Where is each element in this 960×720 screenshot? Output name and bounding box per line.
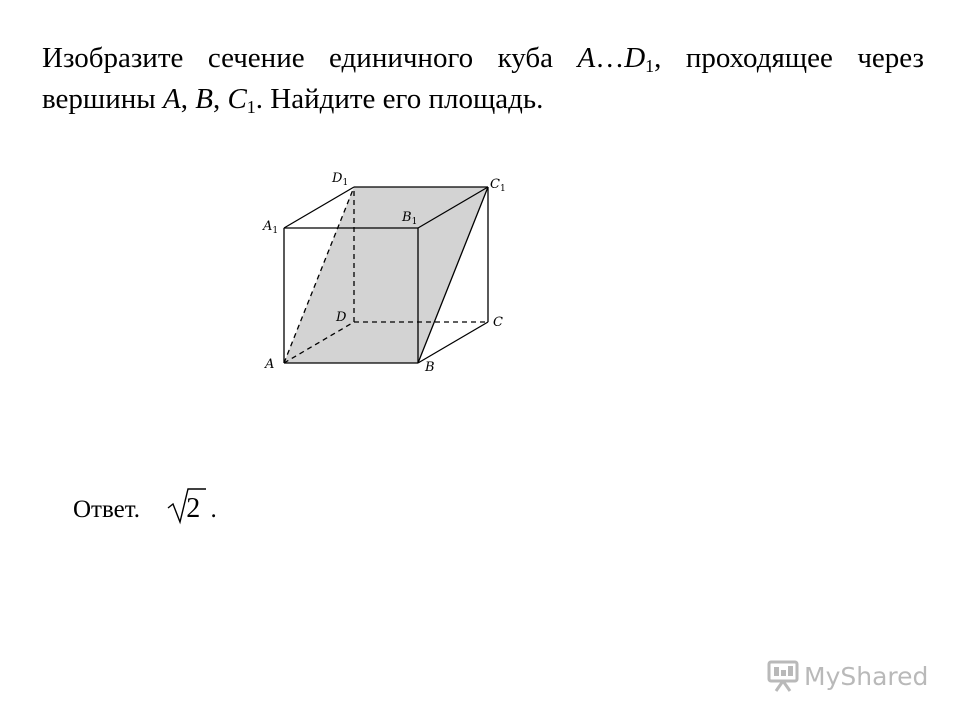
vertex-label-d1: $D_1$ (332, 171, 349, 188)
vertex-symbol: A (163, 83, 181, 115)
separator: , (180, 83, 196, 115)
vertex-symbol: A (577, 42, 596, 74)
answer-trailing: . (210, 496, 217, 523)
cross-section-polygon (284, 187, 488, 363)
vertex-label-d: D (336, 310, 347, 325)
vertex-label-b1: $B_1$ (402, 210, 418, 227)
vertex-label-c: C (493, 315, 503, 330)
watermark-text: MyShared (804, 661, 929, 691)
watermark (766, 656, 928, 696)
answer-label: Ответ. (73, 496, 141, 523)
vertex-label-c1: $C_1$ (490, 177, 506, 194)
separator: , (212, 83, 228, 115)
problem-statement (42, 38, 924, 120)
problem-text-part: . Найдите его площадь. (255, 83, 544, 115)
presentation-board-icon (766, 660, 800, 692)
vertex-label-a: A (265, 357, 275, 372)
answer-line (73, 486, 217, 532)
vertex-subscript: 1 (246, 97, 256, 118)
vertex-subscript: 1 (645, 56, 655, 77)
vertex-symbol: B (195, 83, 213, 115)
vertex-symbol: C (227, 83, 247, 115)
answer-value: 2 (186, 493, 201, 524)
ellipsis: … (595, 42, 625, 74)
vertex-label-b: B (425, 360, 435, 375)
cube-diagram (255, 160, 525, 380)
vertex-symbol: D (624, 42, 646, 74)
problem-text-part: Изобразите сечение единичного куба (42, 42, 578, 74)
vertex-label-a1: $A_1$ (263, 219, 279, 236)
problem-text-part: , проходящее через вершины (42, 42, 924, 115)
